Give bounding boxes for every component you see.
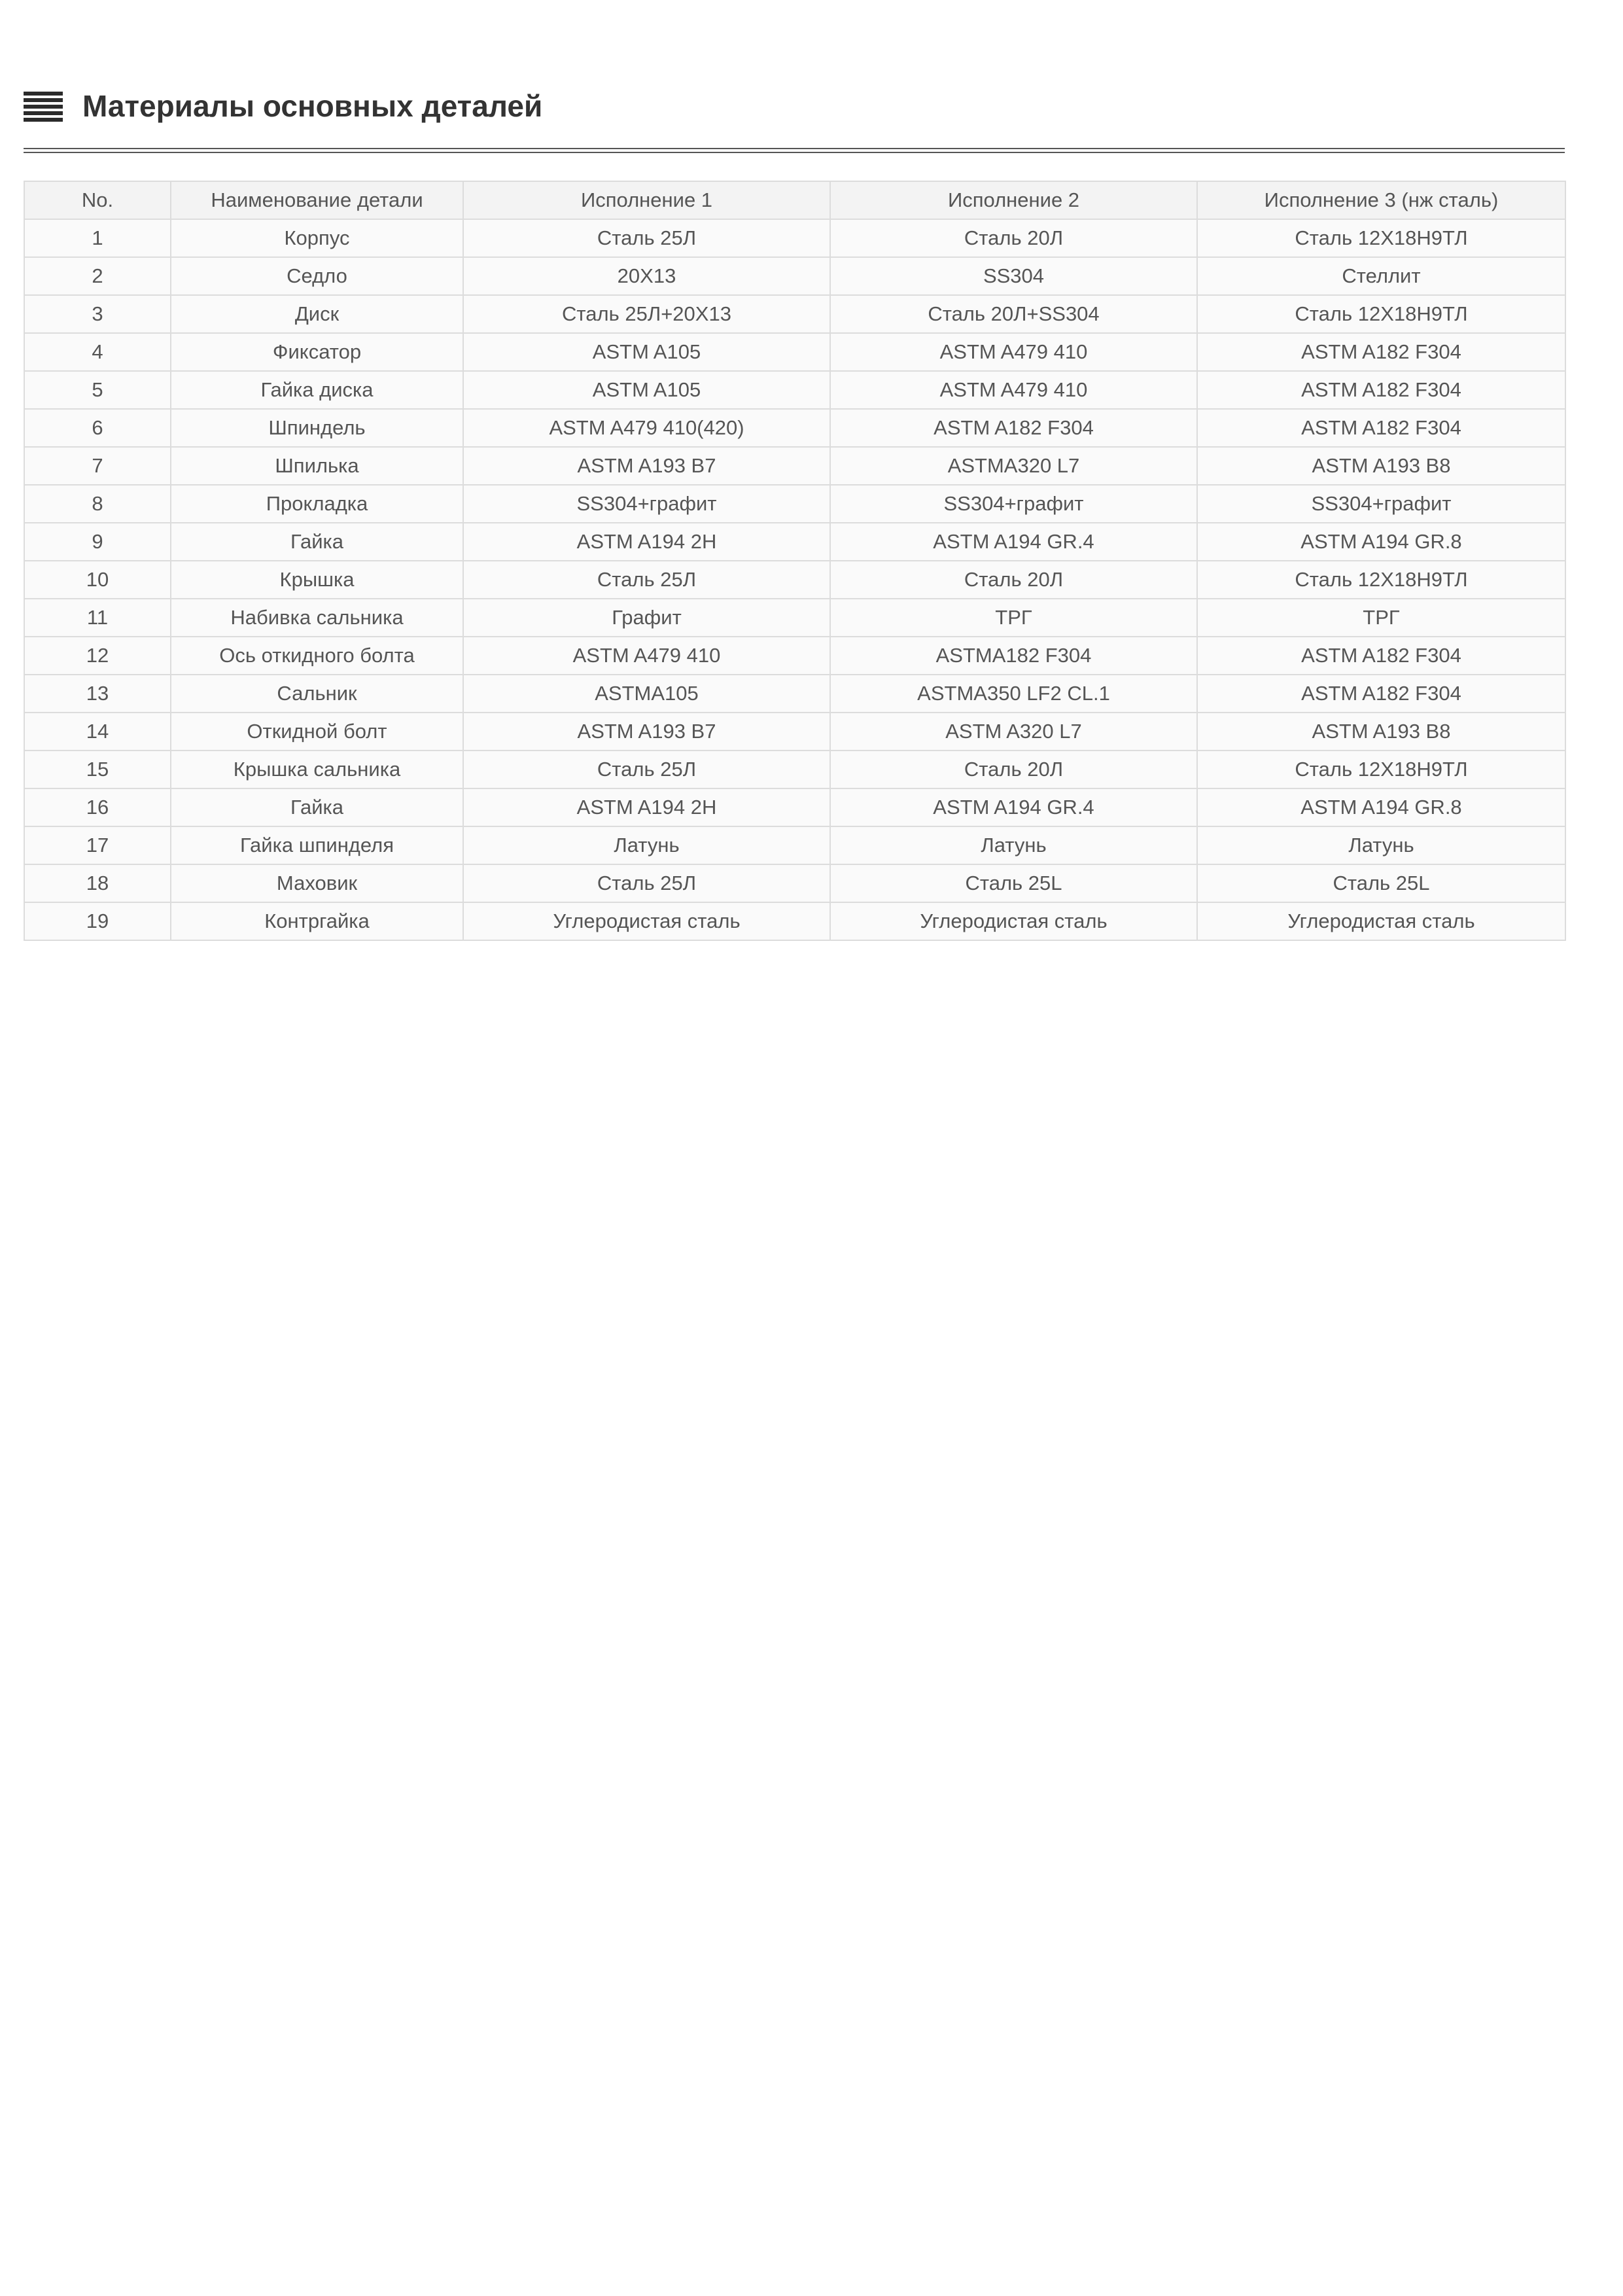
header-no: No.	[24, 181, 171, 219]
cell-no: 9	[24, 523, 171, 561]
cell-version-1: ASTM A479 410(420)	[463, 409, 830, 447]
cell-version-3: ASTM A194 GR.8	[1197, 788, 1565, 826]
section-title: Материалы основных деталей	[82, 89, 543, 123]
cell-part-name: Шпиндель	[171, 409, 463, 447]
cell-version-1: ASTM A194 2H	[463, 788, 830, 826]
cell-no: 12	[24, 637, 171, 675]
cell-version-1: ASTM A105	[463, 333, 830, 371]
cell-version-3: SS304+графит	[1197, 485, 1565, 523]
cell-part-name: Гайка шпинделя	[171, 826, 463, 864]
cell-no: 3	[24, 295, 171, 333]
cell-part-name: Гайка	[171, 523, 463, 561]
table-row	[24, 371, 1565, 409]
cell-version-3: ASTM A193 B8	[1197, 447, 1565, 485]
cell-version-3: ASTM A182 F304	[1197, 409, 1565, 447]
cell-version-2: ASTMA320 L7	[830, 447, 1197, 485]
cell-version-1: 20Х13	[463, 257, 830, 295]
cell-version-2: SS304	[830, 257, 1197, 295]
cell-version-1: ASTM A193 B7	[463, 713, 830, 751]
cell-version-1: Сталь 25Л	[463, 219, 830, 257]
cell-version-3: Сталь 12Х18Н9ТЛ	[1197, 561, 1565, 599]
cell-part-name: Фиксатор	[171, 333, 463, 371]
cell-version-2: Латунь	[830, 826, 1197, 864]
cell-version-1: ASTM A105	[463, 371, 830, 409]
cell-no: 8	[24, 485, 171, 523]
table-row	[24, 902, 1565, 940]
cell-version-1: Сталь 25Л	[463, 561, 830, 599]
cell-version-1: Сталь 25Л	[463, 864, 830, 902]
cell-version-3: ASTM A193 B8	[1197, 713, 1565, 751]
cell-version-2: Углеродистая сталь	[830, 902, 1197, 940]
table-row	[24, 713, 1565, 751]
header-version-3: Исполнение 3 (нж сталь)	[1197, 181, 1565, 219]
cell-version-3: Сталь 12Х18Н9ТЛ	[1197, 219, 1565, 257]
cell-part-name: Гайка	[171, 788, 463, 826]
cell-version-1: ASTMA105	[463, 675, 830, 713]
cell-no: 10	[24, 561, 171, 599]
cell-version-2: ТРГ	[830, 599, 1197, 637]
table-row	[24, 788, 1565, 826]
cell-version-2: Сталь 25L	[830, 864, 1197, 902]
cell-part-name: Седло	[171, 257, 463, 295]
cell-version-3: Углеродистая сталь	[1197, 902, 1565, 940]
cell-no: 13	[24, 675, 171, 713]
cell-part-name: Шпилька	[171, 447, 463, 485]
cell-version-2: Сталь 20Л	[830, 561, 1197, 599]
cell-version-1: SS304+графит	[463, 485, 830, 523]
cell-part-name: Откидной болт	[171, 713, 463, 751]
cell-no: 15	[24, 751, 171, 788]
table-row	[24, 751, 1565, 788]
table-row	[24, 257, 1565, 295]
table-row	[24, 447, 1565, 485]
cell-version-3: Латунь	[1197, 826, 1565, 864]
cell-no: 18	[24, 864, 171, 902]
cell-version-2: SS304+графит	[830, 485, 1197, 523]
cell-version-3: ASTM A182 F304	[1197, 675, 1565, 713]
cell-part-name: Набивка сальника	[171, 599, 463, 637]
table-row	[24, 561, 1565, 599]
cell-version-2: ASTM A479 410	[830, 371, 1197, 409]
title-divider	[24, 148, 1565, 149]
cell-version-3: ASTM A182 F304	[1197, 637, 1565, 675]
cell-version-1: Латунь	[463, 826, 830, 864]
cell-version-3: ASTM A182 F304	[1197, 371, 1565, 409]
cell-part-name: Контргайка	[171, 902, 463, 940]
cell-no: 5	[24, 371, 171, 409]
cell-no: 17	[24, 826, 171, 864]
header-part-name: Наименование детали	[171, 181, 463, 219]
cell-version-1: ASTM A479 410	[463, 637, 830, 675]
table-row	[24, 333, 1565, 371]
cell-version-2: ASTM A194 GR.4	[830, 523, 1197, 561]
table-row	[24, 864, 1565, 902]
table-row	[24, 295, 1565, 333]
title-divider-secondary	[24, 152, 1565, 153]
table-header-row	[24, 181, 1565, 219]
cell-no: 16	[24, 788, 171, 826]
cell-no: 19	[24, 902, 171, 940]
cell-part-name: Маховик	[171, 864, 463, 902]
cell-version-2: ASTM A194 GR.4	[830, 788, 1197, 826]
cell-part-name: Прокладка	[171, 485, 463, 523]
cell-part-name: Сальник	[171, 675, 463, 713]
cell-version-1: Сталь 25Л	[463, 751, 830, 788]
cell-version-3: ТРГ	[1197, 599, 1565, 637]
cell-no: 4	[24, 333, 171, 371]
cell-part-name: Корпус	[171, 219, 463, 257]
cell-version-2: Сталь 20Л+SS304	[830, 295, 1197, 333]
cell-version-2: ASTM A182 F304	[830, 409, 1197, 447]
header-version-2: Исполнение 2	[830, 181, 1197, 219]
cell-version-2: ASTMA350 LF2 CL.1	[830, 675, 1197, 713]
table-row	[24, 485, 1565, 523]
cell-part-name: Крышка сальника	[171, 751, 463, 788]
cell-version-1: Сталь 25Л+20Х13	[463, 295, 830, 333]
table-row	[24, 826, 1565, 864]
table-row	[24, 637, 1565, 675]
cell-version-3: Стеллит	[1197, 257, 1565, 295]
cell-version-3: Сталь 12Х18Н9ТЛ	[1197, 751, 1565, 788]
cell-version-2: ASTM A320 L7	[830, 713, 1197, 751]
cell-version-3: ASTM A182 F304	[1197, 333, 1565, 371]
table-row	[24, 675, 1565, 713]
list-icon	[24, 92, 63, 123]
cell-no: 2	[24, 257, 171, 295]
cell-no: 7	[24, 447, 171, 485]
table-header	[24, 181, 1565, 219]
cell-no: 11	[24, 599, 171, 637]
cell-version-3: Сталь 12Х18Н9ТЛ	[1197, 295, 1565, 333]
table-row	[24, 219, 1565, 257]
table-body	[24, 219, 1565, 940]
cell-version-1: ASTM A193 B7	[463, 447, 830, 485]
cell-part-name: Диск	[171, 295, 463, 333]
cell-part-name: Ось откидного болта	[171, 637, 463, 675]
cell-version-1: ASTM A194 2H	[463, 523, 830, 561]
cell-version-2: ASTM A479 410	[830, 333, 1197, 371]
table-row	[24, 523, 1565, 561]
cell-part-name: Гайка диска	[171, 371, 463, 409]
cell-version-2: ASTMA182 F304	[830, 637, 1197, 675]
table-row	[24, 599, 1565, 637]
cell-version-2: Сталь 20Л	[830, 219, 1197, 257]
header-version-1: Исполнение 1	[463, 181, 830, 219]
cell-part-name: Крышка	[171, 561, 463, 599]
cell-version-3: Сталь 25L	[1197, 864, 1565, 902]
cell-version-1: Графит	[463, 599, 830, 637]
materials-table	[24, 181, 1566, 941]
table-row	[24, 409, 1565, 447]
cell-no: 14	[24, 713, 171, 751]
cell-no: 1	[24, 219, 171, 257]
section-header	[24, 84, 1565, 153]
cell-no: 6	[24, 409, 171, 447]
cell-version-2: Сталь 20Л	[830, 751, 1197, 788]
cell-version-1: Углеродистая сталь	[463, 902, 830, 940]
cell-version-3: ASTM A194 GR.8	[1197, 523, 1565, 561]
